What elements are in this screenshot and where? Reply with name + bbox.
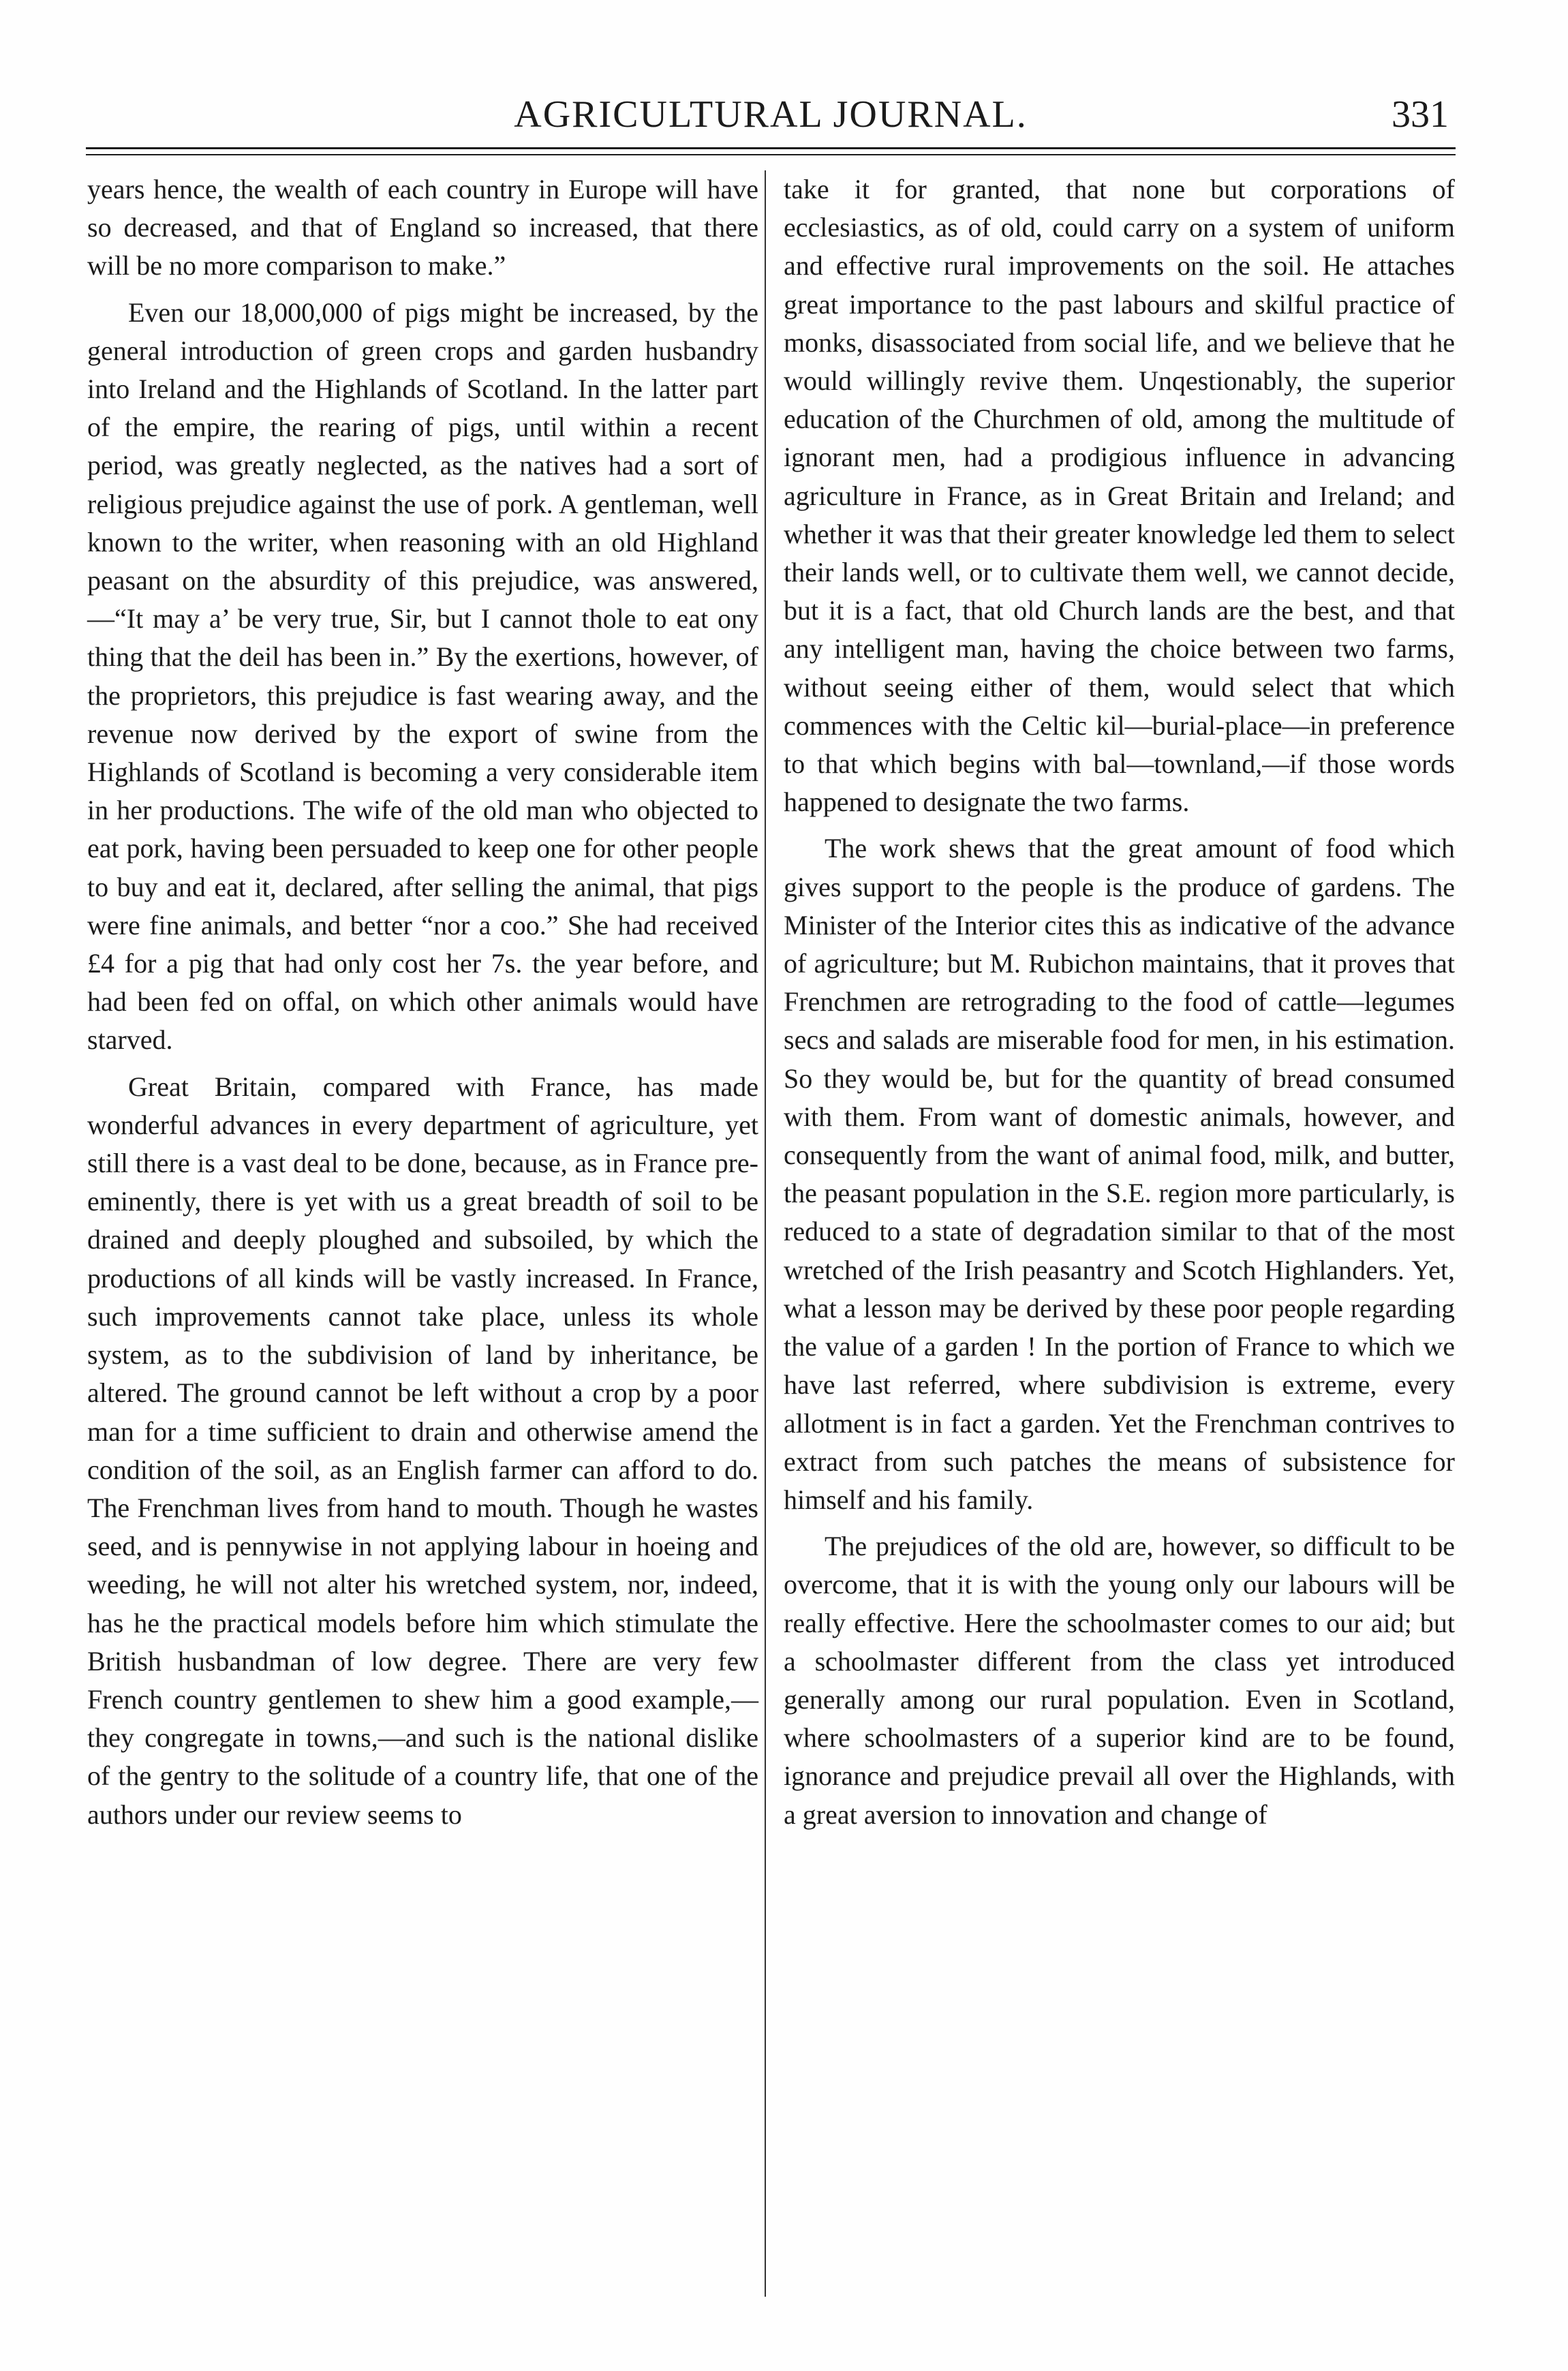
- column-divider: [765, 170, 766, 2297]
- right-column: [784, 170, 1455, 1834]
- running-head: [86, 87, 1456, 142]
- header-rule-secondary: [86, 154, 1456, 155]
- journal-title: AGRICULTURAL JOURNAL.: [514, 93, 1028, 136]
- paragraph-continued: years hence, the wealth of each country in Europe will have so decreased, and that of England so increased, that there will be no more comparison to make.”: [87, 174, 758, 281]
- paragraph-pigs: Even our 18,000,000 of pigs might be increased, by the general introduction of green crops and garden husbandry into Ireland and the Highlands of Scotland. In the latter part of the empire, the rearing of pigs, until within a recent period, was greatly neglected, as the natives had a sort of religious prejudice against the use of pork. A gentleman, well known to the writer, when reasoning with an old Highland peasant on the absurdity of this prejudice, was answered,—“It may a’ be very true, Sir, but I cannot thole to eat ony thing that the deil has been in.” By the exertions, however, of the proprietors, this prejudice is fast wearing away, and the revenue now derived by the export of swine from the Highlands of Scotland is becoming a very considerable item in her productions. The wife of the old man who objected to eat pork, having been persuaded to keep one for other people to buy and eat it, declared, after selling the animal, that pigs were fine animals, and better “nor a coo.” She had received £4 for a pig that had only cost her 7s. the year before, and had been fed on offal, on which other animals would have starved.: [87, 296, 758, 1056]
- paragraph-great-britain: Great Britain, compared with France, has made wonderful advances in every department of agriculture, yet still there is a vast deal to be done, because, as in France pre-eminently, there is yet with us a great breadth of soil to be drained and deeply ploughed and subsoiled, by which the productions of all kinds will be vastly increased. In France, such improvements cannot take place, unless its whole system, as to the subdivision of land by inheritance, be altered. The ground cannot be left without a crop by a poor man for a time sufficient to drain and otherwise amend the condition of the soil, as an English farmer can afford to do. The Frenchman lives from hand to mouth. Though he wastes seed, and is pennywise in not applying labour in hoeing and weeding, he will not alter his wretched system, nor, indeed, has he the practical models before him which stimulate the British husbandman of low degree. There are very few French country gentlemen to shew him a good example,—they congregate in towns,—and such is the national dislike of the gentry to the solitude of a country life, that one of the authors under our review seems to: [87, 1071, 758, 1830]
- paragraph-continued-right: take it for granted, that none but corporations of ecclesiastics, as of old, could carry on a system of uniform and effective rural improvements on the soil. He attaches great importance to the past labours and skilful practice of monks, disassociated from social life, and we believe that he would willingly revive them. Unqestionably, the superior education of the Churchmen of old, among the multitude of ignorant men, had a prodigious influence in advancing agriculture in France, as in Great Britain and Ireland; and whether it was that their greater knowledge led them to select their lands well, or to cultivate them well, we cannot decide, but it is a fact, that old Church lands are the best, and that any intelligent man, having the choice between two farms, without seeing either of them, would select that which commences with the Celtic kil—burial-place—in preference to that which begins with bal—townland,—if those words happened to designate the two farms.: [784, 174, 1455, 818]
- page-number: 331: [1392, 93, 1449, 136]
- paragraph-schoolmaster: The prejudices of the old are, however, so difficult to be overcome, that it is with the young only our labours will be really effective. Here the schoolmaster comes to our aid; but a schoolmaster different from the class yet introduced generally among our rural population. Even in Scotland, where schoolmasters of a superior kind are to be found, ignorance and prejudice prevail all over the Highlands, with a great aversion to innovation and change of: [784, 1531, 1455, 1830]
- header-rule: [86, 147, 1456, 149]
- paragraph-gardens: The work shews that the great amount of food which gives support to the people is the produce of gardens. The Minister of the Interior cites this as indicative of the advance of agriculture; but M. Rubichon maintains, that it proves that Frenchmen are retrograding to the food of cattle—legumes secs and salads are miserable food for men, in his estimation. So they would be, but for the quantity of bread consumed with them. From want of domestic animals, however, and consequently from the want of animal food, milk, and butter, the peasant population in the S.E. region more particularly, is reduced to a state of degradation similar to that of the most wretched of the Irish peasantry and Scotch Highlanders. Yet, what a lesson may be derived by these poor people regarding the value of a garden ! In the portion of France to which we have last referred, where subdivision is extreme, every allotment is in fact a garden. Yet the Frenchman contrives to extract from such patches the means of subsistence for himself and his family.: [784, 833, 1455, 1515]
- left-column: [87, 170, 758, 1834]
